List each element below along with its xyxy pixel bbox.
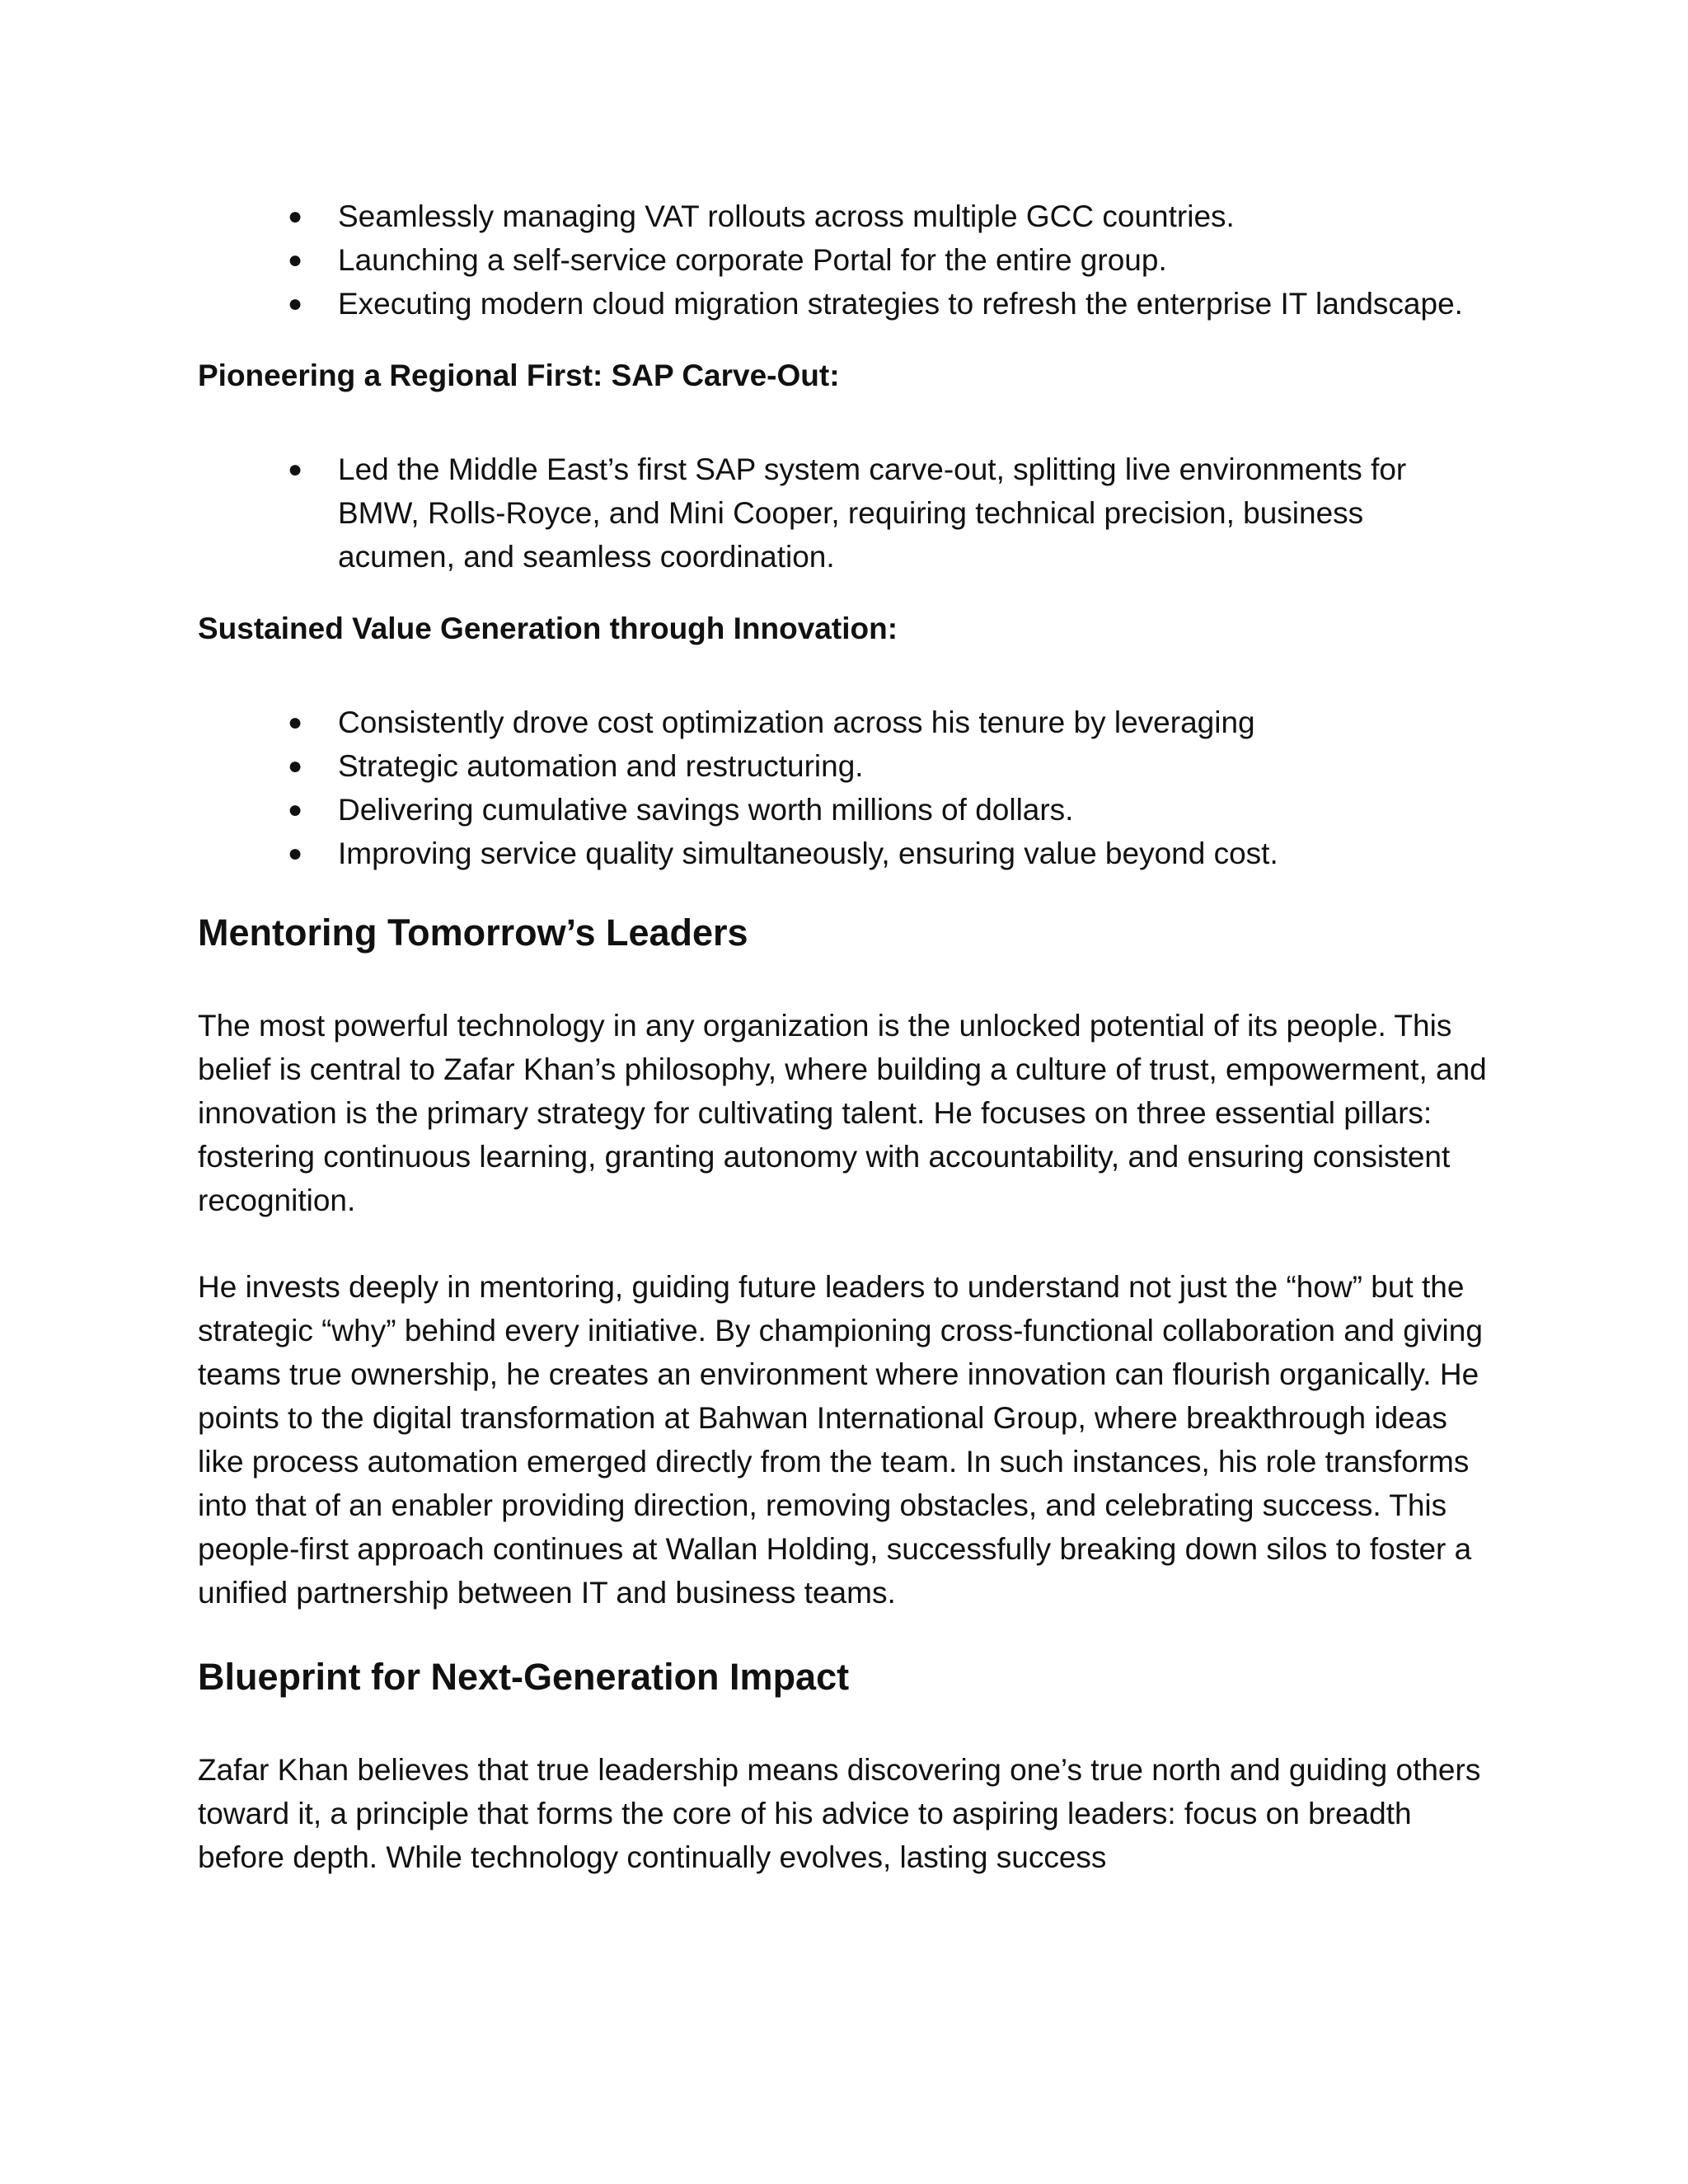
bullet-icon: ● — [288, 246, 303, 274]
bullet-list-initiatives — [198, 194, 1500, 326]
bullet-icon: ● — [288, 203, 303, 230]
list-item-text: Strategic automation and restructuring. — [338, 749, 864, 783]
list-item-text: Delivering cumulative savings worth millions of dollars. — [338, 793, 1074, 827]
section-title-mentoring: Mentoring Tomorrow’s Leaders — [198, 912, 748, 954]
section-title-blueprint: Blueprint for Next-Generation Impact — [198, 1656, 850, 1698]
subheading-value-generation: Sustained Value Generation through Innovation: — [198, 612, 898, 645]
bullet-icon: ● — [288, 840, 303, 867]
subheading-sap-carve-out: Pioneering a Regional First: SAP Carve-Out: — [198, 359, 840, 392]
bullet-icon: ● — [288, 456, 303, 483]
list-item-text: Consistently drove cost optimization across his tenure by leveraging — [338, 705, 1255, 739]
list-item-text: Led the Middle East’s first SAP system carve-out, splitting live environments for BMW, Rolls-Royce, and Mini Cooper, requiring technical precision, business acumen, and seamless coordination. — [338, 452, 1407, 574]
bullet-list-value — [198, 701, 1500, 875]
list-item-text: Improving service quality simultaneously, ensuring value beyond cost. — [338, 837, 1278, 870]
list-item — [288, 194, 1500, 238]
bullet-icon: ● — [288, 290, 303, 317]
list-item — [288, 238, 1500, 282]
document-body — [198, 194, 1500, 1879]
paragraph: The most powerful technology in any organization is the unlocked potential of its people. This belief is central to Zafar Khan’s philosophy, where building a culture of trust, empowerment, and innovation is the primary strategy for cultivating talent. He focuses on three essential pillars: fostering continuous learning, granting autonomy with accountability, and ensuring consistent recognition. — [198, 1009, 1487, 1217]
bullet-icon: ● — [288, 752, 303, 780]
bullet-icon: ● — [288, 796, 303, 823]
list-item — [288, 282, 1500, 326]
list-item — [288, 448, 1500, 579]
bullet-list-carve-out — [198, 448, 1500, 579]
list-item — [288, 788, 1500, 832]
list-item-text: Executing modern cloud migration strategies to refresh the enterprise IT landscape. — [338, 287, 1463, 321]
paragraph: He invests deeply in mentoring, guiding future leaders to understand not just the “how” but the strategic “why” behind every initiative. By championing cross-functional collaboration and giving teams true ownership, he creates an environment where innovation can flourish organically. He points to the digital transformation at Bahwan International Group, where breakthrough ideas like process automation emerged directly from the team. In such instances, his role transforms into that of an enabler providing direction, removing obstacles, and celebrating success. This people-first approach continues at Wallan Holding, successfully breaking down silos to foster a unified partnership between IT and business teams. — [198, 1270, 1483, 1610]
list-item — [288, 832, 1500, 875]
list-item — [288, 744, 1500, 788]
list-item-text: Launching a self-service corporate Portal for the entire group. — [338, 243, 1167, 277]
list-item — [288, 701, 1500, 744]
paragraph: Zafar Khan believes that true leadership means discovering one’s true north and guiding others toward it, a principle that forms the core of his advice to aspiring leaders: focus on breadth before depth. While technology continually evolves, lasting success — [198, 1753, 1481, 1874]
list-item-text: Seamlessly managing VAT rollouts across multiple GCC countries. — [338, 199, 1235, 233]
bullet-icon: ● — [288, 709, 303, 736]
